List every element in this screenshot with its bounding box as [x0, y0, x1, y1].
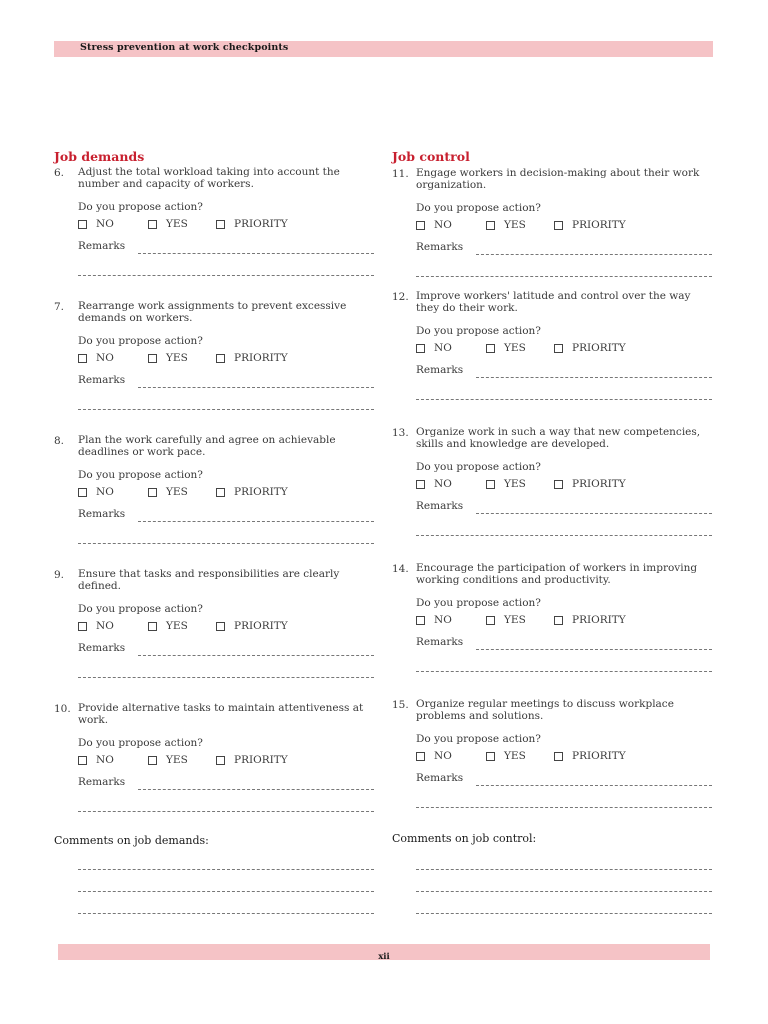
action-options [78, 486, 358, 500]
action-question: Do you propose action? [416, 461, 541, 473]
option-yes[interactable] [486, 342, 526, 354]
remarks-line[interactable] [138, 387, 374, 388]
option-label: PRIORITY [234, 754, 288, 766]
option-label: NO [434, 614, 452, 626]
option-label: NO [434, 219, 452, 231]
item-number: 8. [54, 435, 65, 447]
action-question: Do you propose action? [416, 202, 541, 214]
page-header-title: Stress prevention at work checkpoints [80, 42, 289, 53]
checkbox-yes[interactable] [148, 488, 157, 497]
option-no[interactable] [78, 620, 114, 632]
option-yes[interactable] [148, 486, 188, 498]
item-text: Encourage the participation of workers in improving working conditions and productivity. [416, 562, 698, 586]
option-label: YES [166, 754, 188, 766]
action-options [416, 219, 696, 233]
checkbox-no[interactable] [416, 616, 425, 625]
option-label: NO [434, 750, 452, 762]
option-no[interactable] [416, 342, 452, 354]
option-label: PRIORITY [234, 352, 288, 364]
action-options [416, 342, 696, 356]
checkbox-priority[interactable] [554, 221, 563, 230]
remarks-label: Remarks [416, 772, 464, 784]
action-options [78, 754, 358, 768]
item-number: 11. [392, 168, 409, 180]
item-number: 13. [392, 427, 409, 439]
checkbox-yes[interactable] [148, 354, 157, 363]
option-priority[interactable] [216, 486, 288, 498]
option-label: NO [96, 620, 114, 632]
item-number: 9. [54, 569, 65, 581]
comments-label-job-demands: Comments on job demands: [54, 834, 209, 847]
remarks-label: Remarks [78, 240, 126, 252]
checkbox-priority[interactable] [554, 480, 563, 489]
remarks-line[interactable] [78, 543, 374, 544]
job-demands-column [54, 149, 376, 929]
remarks-line[interactable] [416, 399, 712, 400]
remarks-label: Remarks [78, 374, 126, 386]
option-priority[interactable] [554, 750, 626, 762]
action-question: Do you propose action? [416, 733, 541, 745]
checkbox-priority[interactable] [216, 622, 225, 631]
header-bar [54, 41, 713, 57]
comment-line[interactable] [78, 891, 374, 892]
option-no[interactable] [416, 750, 452, 762]
option-yes[interactable] [148, 620, 188, 632]
remarks-line[interactable] [476, 254, 712, 255]
option-no[interactable] [416, 614, 452, 626]
option-label: NO [96, 218, 114, 230]
item-number: 14. [392, 563, 409, 575]
option-label: NO [434, 342, 452, 354]
remarks-line[interactable] [416, 671, 712, 672]
remarks-label: Remarks [416, 364, 464, 376]
checkbox-yes[interactable] [486, 616, 495, 625]
remarks-label: Remarks [78, 776, 126, 788]
remarks-line[interactable] [416, 276, 712, 277]
checkbox-priority[interactable] [216, 354, 225, 363]
remarks-label: Remarks [416, 241, 464, 253]
remarks-label: Remarks [416, 500, 464, 512]
checkbox-no[interactable] [78, 220, 87, 229]
remarks-line[interactable] [416, 535, 712, 536]
item-text: Ensure that tasks and responsibilities are clearly defined. [78, 568, 340, 592]
checkbox-yes[interactable] [148, 756, 157, 765]
action-options [78, 352, 358, 366]
option-label: NO [96, 352, 114, 364]
option-yes[interactable] [148, 218, 188, 230]
item-text: Organize regular meetings to discuss workplace problems and solutions. [416, 698, 674, 722]
checkbox-no[interactable] [416, 344, 425, 353]
remarks-line[interactable] [476, 377, 712, 378]
checkbox-yes[interactable] [486, 221, 495, 230]
checkbox-yes[interactable] [486, 344, 495, 353]
action-options [78, 620, 358, 634]
option-no[interactable] [416, 219, 452, 231]
option-label: YES [166, 620, 188, 632]
option-yes[interactable] [486, 219, 526, 231]
option-priority[interactable] [216, 620, 288, 632]
option-label: PRIORITY [234, 486, 288, 498]
option-priority[interactable] [554, 478, 626, 490]
option-label: PRIORITY [572, 219, 626, 231]
checkbox-yes[interactable] [148, 220, 157, 229]
option-label: PRIORITY [234, 620, 288, 632]
option-priority[interactable] [216, 218, 288, 230]
remarks-line[interactable] [138, 655, 374, 656]
remarks-line[interactable] [138, 253, 374, 254]
checkbox-no[interactable] [416, 480, 425, 489]
option-label: PRIORITY [572, 614, 626, 626]
option-label: YES [504, 219, 526, 231]
checkbox-yes[interactable] [486, 480, 495, 489]
option-yes[interactable] [486, 614, 526, 626]
remarks-line[interactable] [78, 811, 374, 812]
option-priority[interactable] [554, 342, 626, 354]
option-priority[interactable] [554, 614, 626, 626]
comment-line[interactable] [416, 891, 712, 892]
item-text: Adjust the total workload taking into account the number and capacity of workers. [78, 166, 340, 190]
option-yes[interactable] [148, 754, 188, 766]
item-number: 12. [392, 291, 409, 303]
action-question: Do you propose action? [78, 603, 203, 615]
item-text: Engage workers in decision-making about their work organization. [416, 167, 700, 191]
item-number: 7. [54, 301, 65, 313]
action-question: Do you propose action? [78, 469, 203, 481]
option-label: PRIORITY [572, 478, 626, 490]
comment-line[interactable] [416, 913, 712, 914]
option-no[interactable] [78, 352, 114, 364]
option-yes[interactable] [148, 352, 188, 364]
remarks-label: Remarks [78, 642, 126, 654]
remarks-line[interactable] [78, 677, 374, 678]
comment-line[interactable] [416, 869, 712, 870]
remarks-line[interactable] [138, 521, 374, 522]
checkbox-no[interactable] [78, 756, 87, 765]
item-number: 10. [54, 703, 71, 715]
option-yes[interactable] [486, 478, 526, 490]
checkbox-yes[interactable] [148, 622, 157, 631]
remarks-line[interactable] [78, 275, 374, 276]
option-label: NO [96, 486, 114, 498]
action-options [416, 750, 696, 764]
checkbox-no[interactable] [78, 488, 87, 497]
item-number: 15. [392, 699, 409, 711]
action-options [416, 614, 696, 628]
checkbox-priority[interactable] [216, 220, 225, 229]
checkbox-priority[interactable] [554, 752, 563, 761]
remarks-line[interactable] [476, 513, 712, 514]
option-label: YES [504, 750, 526, 762]
option-label: YES [166, 352, 188, 364]
item-text: Plan the work carefully and agree on achievable deadlines or work pace. [78, 434, 336, 458]
remarks-line[interactable] [78, 409, 374, 410]
option-yes[interactable] [486, 750, 526, 762]
option-no[interactable] [78, 486, 114, 498]
checkbox-no[interactable] [416, 752, 425, 761]
action-question: Do you propose action? [78, 737, 203, 749]
item-text: Organize work in such a way that new competencies, skills and knowledge are developed. [416, 426, 701, 450]
action-question: Do you propose action? [416, 325, 541, 337]
checkbox-no[interactable] [78, 622, 87, 631]
item-text: Provide alternative tasks to maintain attentiveness at work. [78, 702, 364, 726]
item-number: 6. [54, 167, 65, 179]
option-label: YES [504, 614, 526, 626]
option-no[interactable] [78, 218, 114, 230]
remarks-line[interactable] [476, 785, 712, 786]
checkbox-yes[interactable] [486, 752, 495, 761]
option-label: PRIORITY [572, 342, 626, 354]
option-no[interactable] [416, 478, 452, 490]
option-priority[interactable] [554, 219, 626, 231]
remarks-line[interactable] [138, 789, 374, 790]
checkbox-priority[interactable] [216, 488, 225, 497]
option-label: PRIORITY [234, 218, 288, 230]
job-control-column [392, 149, 714, 929]
comment-line[interactable] [78, 869, 374, 870]
remarks-line[interactable] [476, 649, 712, 650]
comment-line[interactable] [78, 913, 374, 914]
option-label: YES [166, 486, 188, 498]
checkbox-no[interactable] [78, 354, 87, 363]
remarks-line[interactable] [416, 807, 712, 808]
option-priority[interactable] [216, 754, 288, 766]
action-question: Do you propose action? [78, 201, 203, 213]
checkbox-no[interactable] [416, 221, 425, 230]
option-label: YES [504, 478, 526, 490]
item-text: Rearrange work assignments to prevent excessive demands on workers. [78, 300, 347, 324]
option-label: NO [96, 754, 114, 766]
option-label: PRIORITY [572, 750, 626, 762]
option-label: YES [166, 218, 188, 230]
action-question: Do you propose action? [416, 597, 541, 609]
section-title-job-control: Job control [392, 149, 470, 164]
page-number: xii [378, 952, 390, 962]
section-title-job-demands: Job demands [54, 149, 145, 164]
checkbox-priority[interactable] [216, 756, 225, 765]
action-options [78, 218, 358, 232]
comments-label-job-control: Comments on job control: [392, 832, 537, 845]
remarks-label: Remarks [78, 508, 126, 520]
checkbox-priority[interactable] [554, 344, 563, 353]
option-priority[interactable] [216, 352, 288, 364]
checkbox-priority[interactable] [554, 616, 563, 625]
action-options [416, 478, 696, 492]
item-text: Improve workers' latitude and control over the way they do their work. [416, 290, 691, 314]
action-question: Do you propose action? [78, 335, 203, 347]
option-no[interactable] [78, 754, 114, 766]
option-label: YES [504, 342, 526, 354]
remarks-label: Remarks [416, 636, 464, 648]
footer-bar [58, 944, 710, 960]
option-label: NO [434, 478, 452, 490]
